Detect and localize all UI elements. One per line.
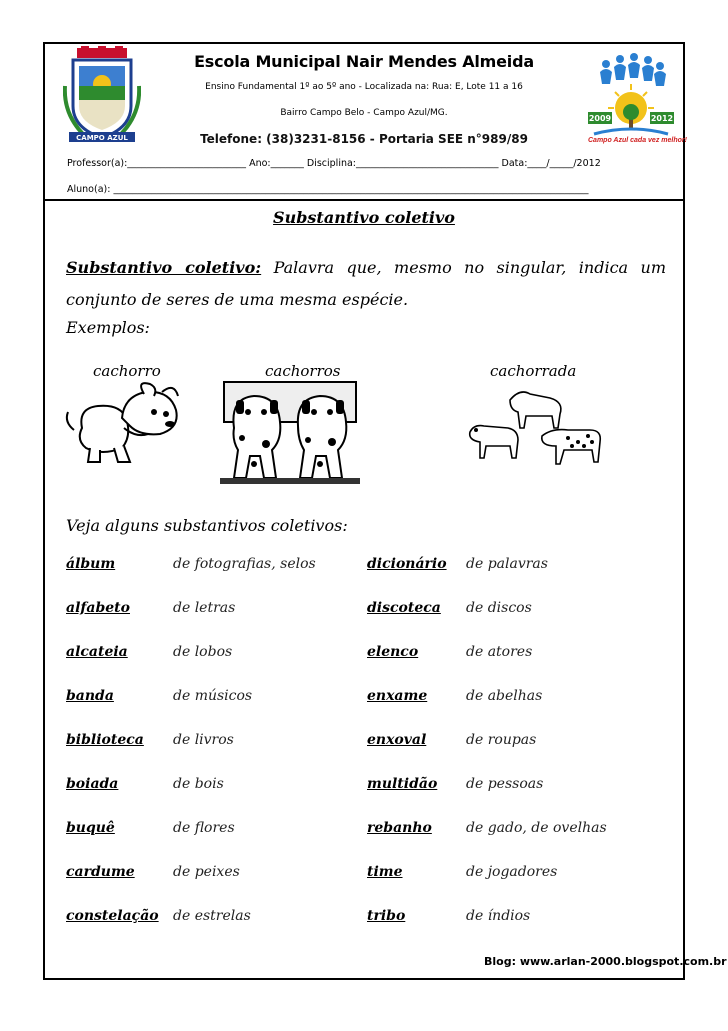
example-label-cachorros: cachorros	[265, 362, 341, 380]
collective-meaning: de abelhas	[466, 688, 543, 704]
collective-word: biblioteca	[66, 732, 144, 748]
collective-meaning: de atores	[466, 644, 533, 660]
school-address-line2: Bairro Campo Belo - Campo Azul/MG.	[280, 108, 448, 118]
collective-meaning: de estrelas	[173, 908, 251, 924]
collective-word: elenco	[367, 644, 419, 660]
collective-meaning: de letras	[173, 600, 236, 616]
example-label-cachorrada: cachorrada	[490, 362, 577, 380]
list-item	[66, 908, 676, 938]
school-address-line1: Ensino Fundamental 1º ao 5º ano - Localizada na: Rua: E, Lote 11 a 16	[205, 82, 523, 92]
school-name: Escola Municipal Nair Mendes Almeida	[194, 52, 534, 71]
collective-meaning: de lobos	[173, 644, 233, 660]
collective-word: buquê	[66, 820, 115, 836]
list-item	[66, 864, 676, 894]
collective-word: multidão	[367, 776, 438, 792]
example-label-cachorro: cachorro	[93, 362, 161, 380]
collective-meaning: de palavras	[466, 556, 548, 572]
municipal-seal-icon	[63, 46, 141, 150]
definition-text: Palavra que, mesmo no singular, indica um conjunto de seres de uma mesma espécie.	[66, 258, 666, 309]
list-item	[66, 556, 676, 586]
list-item	[66, 820, 676, 850]
collective-meaning: de fotografias, selos	[173, 556, 316, 572]
collective-meaning: de músicos	[173, 688, 253, 704]
examples-label: Exemplos:	[66, 318, 150, 337]
collective-word: cardume	[66, 864, 135, 880]
dalmatian-puppies-illustration-icon	[220, 378, 360, 486]
teacher-fields: Professor(a):_________________________ Ano:_______ Disciplina:______________________________ Data:____/_____/2012	[67, 158, 601, 169]
collective-word: enxame	[367, 688, 428, 704]
school-logo-icon	[586, 50, 676, 150]
definition-term: Substantivo coletivo:	[66, 258, 262, 277]
collective-word: rebanho	[367, 820, 432, 836]
collective-meaning: de livros	[173, 732, 234, 748]
list-item	[66, 732, 676, 762]
header-divider	[43, 199, 685, 201]
collective-word: dicionário	[367, 556, 447, 572]
list-item	[66, 776, 676, 806]
collective-meaning: de flores	[173, 820, 235, 836]
list-item	[66, 688, 676, 718]
worksheet-title: Substantivo coletivo	[273, 208, 455, 227]
collective-meaning: de roupas	[466, 732, 537, 748]
slogan: Campo Azul cada vez melhor!	[588, 137, 687, 144]
collective-word: alfabeto	[66, 600, 130, 616]
blog-link[interactable]: Blog: www.arlan-2000.blogspot.com.br	[484, 955, 727, 968]
collective-word: tribo	[367, 908, 406, 924]
logo-year-right: 2012	[650, 114, 674, 123]
collective-meaning: de índios	[466, 908, 531, 924]
school-phone: Telefone: (38)3231-8156 - Portaria SEE n°989/89	[200, 132, 528, 146]
collective-word: alcateia	[66, 644, 128, 660]
collective-word: enxoval	[367, 732, 427, 748]
collective-meaning: de gado, de ovelhas	[466, 820, 607, 836]
collective-word: constelação	[66, 908, 159, 924]
student-field: Aluno(a): ____________________________________________________________________________________________________	[67, 184, 589, 195]
dog-pack-illustration-icon	[460, 380, 610, 480]
list-item	[66, 644, 676, 674]
dog-illustration-icon	[62, 378, 190, 468]
collective-meaning: de bois	[173, 776, 224, 792]
collective-word: banda	[66, 688, 114, 704]
logo-year-left: 2009	[588, 114, 612, 123]
collective-meaning: de discos	[466, 600, 532, 616]
collective-word: álbum	[66, 556, 116, 572]
definition	[66, 252, 666, 316]
list-item	[66, 600, 676, 630]
collective-meaning: de pessoas	[466, 776, 544, 792]
collective-word: boiada	[66, 776, 119, 792]
collective-word: discoteca	[367, 600, 441, 616]
collective-word: time	[367, 864, 403, 880]
seal-label: CAMPO AZUL	[76, 134, 128, 142]
collective-meaning: de peixes	[173, 864, 240, 880]
collectives-intro: Veja alguns substantivos coletivos:	[66, 516, 348, 535]
collective-meaning: de jogadores	[466, 864, 558, 880]
